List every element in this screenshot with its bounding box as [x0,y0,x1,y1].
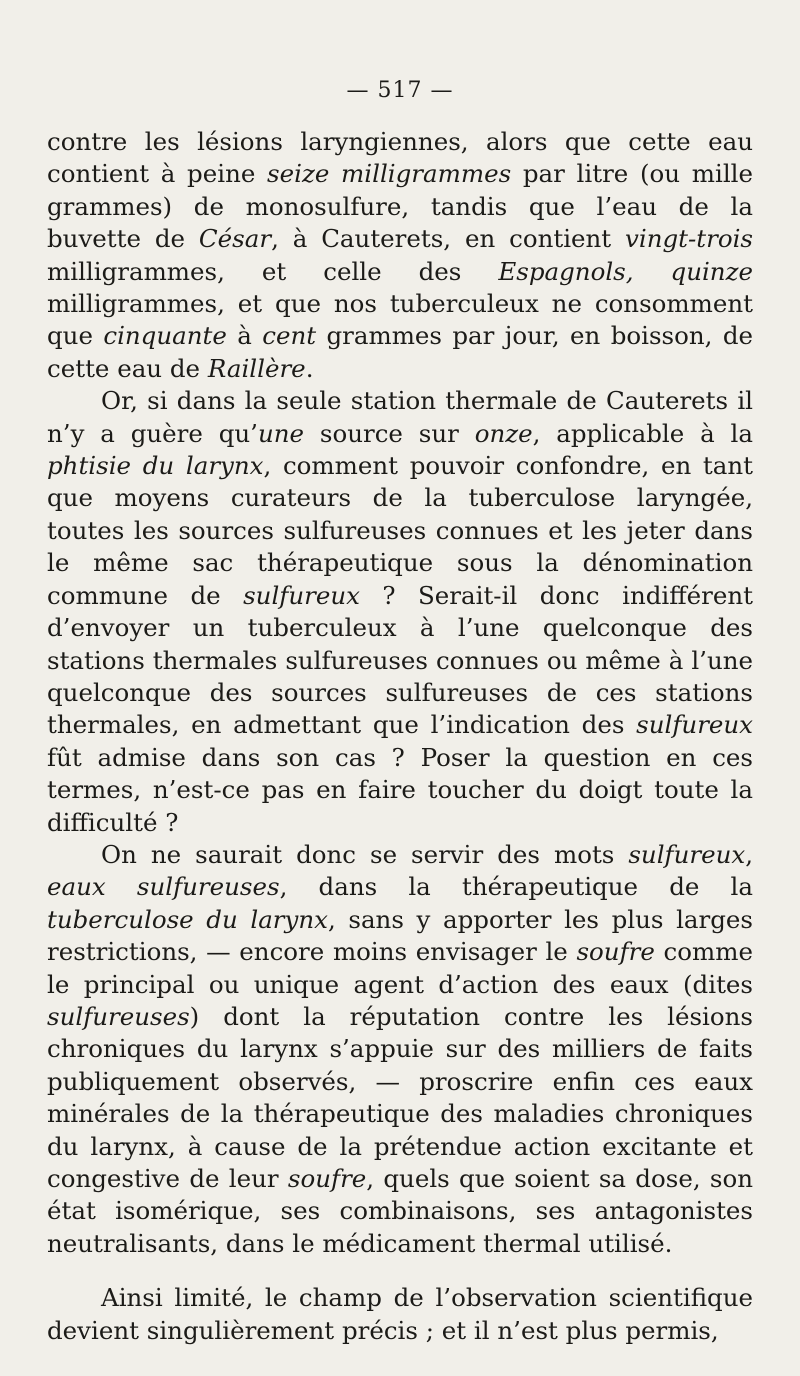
italic-run: soufre [287,1164,367,1193]
italic-run: sulfureux [628,839,746,869]
text-run: , dans la thérapeutique de la [279,872,753,902]
text-run: Or, si dans la seule station thermale de Cauterets il n’y a guère qu’ [47,386,753,448]
italic-run: seize milligrammes [267,159,512,189]
text-run: , comment pouvoir confondre, en tant que moyens curateurs de la tuberculose laryngée, toutes les sources sulfureuses connues et les jeter dans le même sac thérapeutique sous la dénomination commune de [47,451,753,610]
text-run: par litre (ou mille grammes) de monosulfure, tandis que l’eau de la buvette de [47,159,753,254]
text-run: ) dont la réputation contre les lésions chroniques du larynx s’appuie sur des milliers de faits publiquement observés, — proscrire enfin ces eaux minérales de la thérapeutique des maladies chroniques du larynx, à cause de la prétendue action excitante et congestive de leur [47,1001,753,1193]
text-run: . [305,353,314,383]
page-number: — 517 — [346,78,454,103]
italic-run: César [198,224,272,254]
text-run: , à Cauterets, en contient [271,224,626,254]
text-run: grammes par jour, en boisson, de cette eau de [47,321,753,383]
italic-run: vingt-trois [625,224,753,254]
text-run: , applicable à la [532,418,753,448]
italic-run: sulfureuses [47,1001,190,1031]
paragraph-4 [47,1282,753,1347]
italic-run: soufre [576,937,655,967]
paragraph-2 [47,385,753,839]
italic-run: phtisie du larynx [47,451,264,481]
italic-run: cinquante [103,321,227,351]
text-run: , [745,839,753,869]
italic-run: sulfureux [636,710,753,740]
text-run: , quels que soient sa dose, son état isomérique, ses combinaisons, ses antagonistes neutralisants, dans le médicament thermal utilisé. [47,1164,753,1258]
text-run: Ainsi limité, le champ de l’observation scientifique devient singulièrement précis ; et il n’est plus permis, [47,1283,753,1345]
italic-run: sulfureux [243,580,360,610]
text-run: contre les lésions laryngiennes, alors que cette eau contient à peine [47,127,753,189]
text-run: On ne saurait donc se servir des mots [101,839,629,869]
italic-run: tuberculose du larynx [47,904,328,934]
paragraph-1 [47,126,753,385]
italic-run: eaux sulfureuses [47,872,280,902]
text-run: comme le principal ou unique agent d’action des eaux (dites [47,937,753,999]
italic-run: Espagnols, quinze [498,256,753,286]
text-run: à [226,321,263,351]
italic-run: cent [262,321,317,351]
italic-run: une [257,418,305,448]
text-run: , sans y apporter les plus larges restrictions, — encore moins envisager le [47,904,753,967]
paragraph-3 [47,839,753,1260]
text-run: milligrammes, et celle des [47,256,499,286]
body-text [47,126,753,1347]
text-run: milligrammes, et que nos tuberculeux ne consomment que [47,289,753,351]
italic-run: Raillère [207,353,306,383]
text-run: fût admise dans son cas ? Poser la question en ces termes, n’est-ce pas en faire toucher du doigt toute la difficulté ? [47,742,753,837]
text-run: ? Serait-il donc indifférent d’envoyer un tuberculeux à l’une quelconque des stations thermales sulfureuses connues ou même à l’une quelconque des sources sulfureuses de ces stations thermales, en admettant que l’indication des [47,580,753,740]
italic-run: onze [474,418,533,448]
text-run: source sur [304,418,475,448]
